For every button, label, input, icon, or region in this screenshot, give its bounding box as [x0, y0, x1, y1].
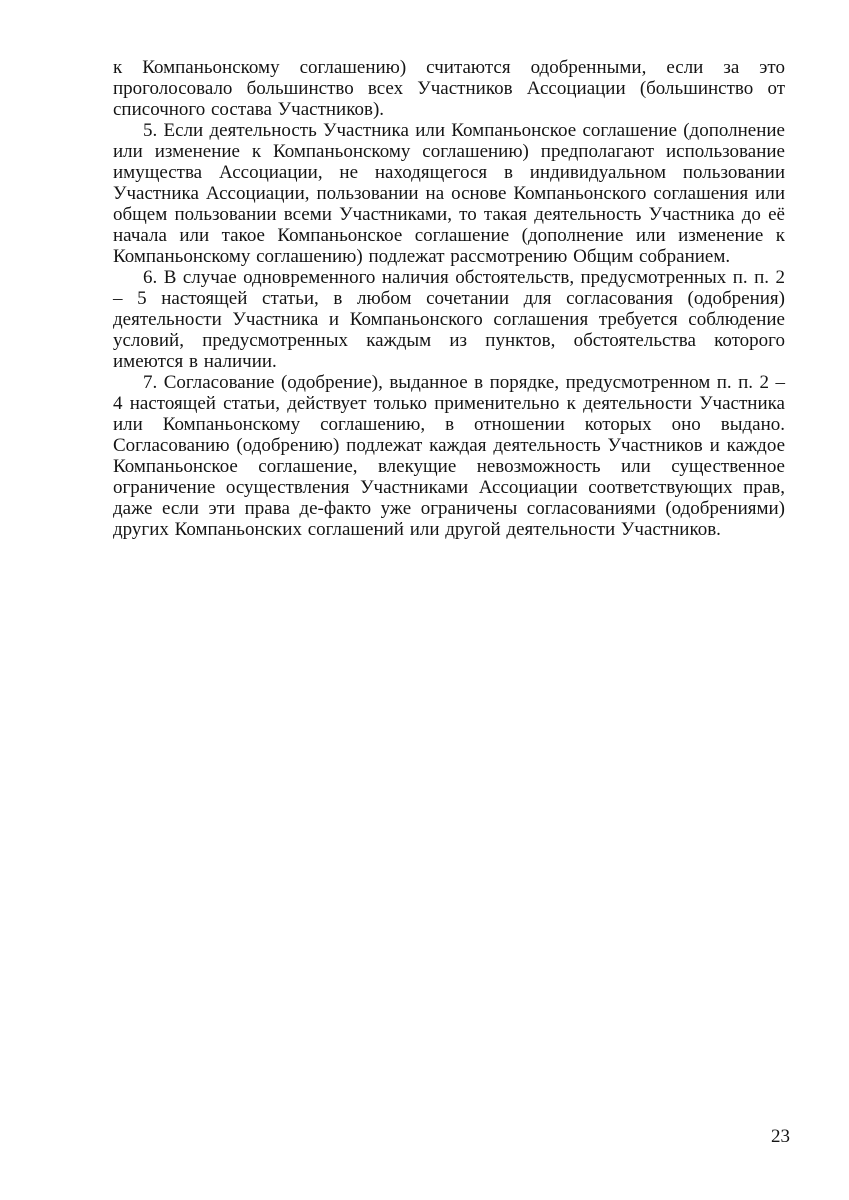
page-number: 23	[771, 1126, 790, 1147]
paragraph-continuation: к Компаньонскому соглашению) считаются одобренными, если за это проголосовало большинство всех Участников Ассоциации (большинство от списочного состава Участников).	[113, 57, 785, 120]
paragraph-item-5: 5. Если деятельность Участника или Компаньонское соглашение (дополнение или изменение к Компаньонскому соглашению) предполагают использование имущества Ассоциации, не находящегося в индивидуальном пользовании Участника Ассоциации, пользовании на основе Компаньонского соглашения или общем пользовании всеми Участниками, то такая деятельность Участника до её начала или такое Компаньонское соглашение (дополнение или изменение к Компаньонскому соглашению) подлежат рассмотрению Общим собранием.	[113, 120, 785, 267]
paragraph-item-7: 7. Согласование (одобрение), выданное в порядке, предусмотренном п. п. 2 – 4 настоящей статьи, действует только применительно к деятельности Участника или Компаньонскому соглашению, в отношении которых оно выдано. Согласованию (одобрению) подлежат каждая деятельность Участников и каждое Компаньонское соглашение, влекущие невозможность или существенное ограничение осуществления Участниками Ассоциации соответствующих прав, даже если эти права де-факто уже ограничены согласованиями (одобрениями) других Компаньонских соглашений или другой деятельности Участников.	[113, 372, 785, 540]
document-body	[113, 57, 785, 540]
paragraph-item-6: 6. В случае одновременного наличия обстоятельств, предусмотренных п. п. 2 – 5 настоящей статьи, в любом сочетании для согласования (одобрения) деятельности Участника и Компаньонского соглашения требуется соблюдение условий, предусмотренных каждым из пунктов, обстоятельства которого имеются в наличии.	[113, 267, 785, 372]
